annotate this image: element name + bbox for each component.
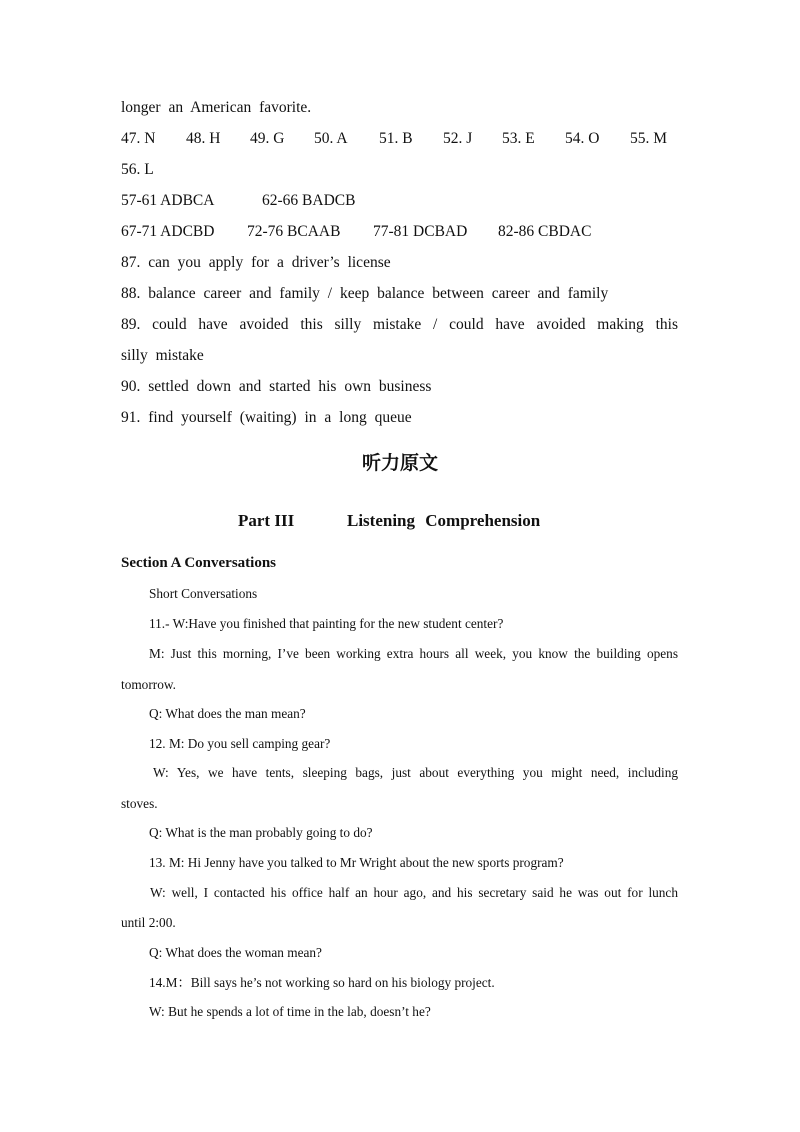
answer-number: 50. xyxy=(314,130,334,147)
transcript-line: W: well, I contacted his office half an hour ago, and his secretary said he was out for lunch xyxy=(150,885,678,900)
answer-group-57-61: 57-61 ADBCA xyxy=(121,192,215,209)
answer-54 xyxy=(565,129,599,149)
transcript-line: M: Just this morning, I’ve been working extra hours all week, you know the building opens xyxy=(149,646,678,661)
answer-group-62-66: 62-66 BADCB xyxy=(262,192,356,209)
answer-group-72-76: 72-76 BCAAB xyxy=(247,223,341,240)
answer-48 xyxy=(186,129,220,149)
answer-line-continuation: longer an American favorite. xyxy=(121,99,312,116)
transcript-heading: 听力原文 xyxy=(361,452,438,474)
answer-49 xyxy=(250,129,284,149)
answer-88: 88. balance career and family / keep balance between career and family xyxy=(121,285,609,302)
answer-letter: B xyxy=(402,130,413,147)
answer-letter: G xyxy=(273,130,285,147)
section-title: Section A Conversations xyxy=(121,555,277,571)
transcript-line: 12. M: Do you sell camping gear? xyxy=(149,736,331,751)
part-title: Listening Comprehension xyxy=(347,511,541,530)
transcript-line: stoves. xyxy=(121,796,158,811)
answer-number: 54. xyxy=(565,130,585,147)
part-label: Part III xyxy=(238,511,295,530)
answer-number: 55. xyxy=(630,130,650,147)
transcript-line: W: But he spends a lot of time in the lab, doesn’t he? xyxy=(149,1004,431,1019)
answer-letter: A xyxy=(336,130,348,147)
answer-letter: H xyxy=(209,130,221,147)
transcript-line: 13. M: Hi Jenny have you talked to Mr Wright about the new sports program? xyxy=(149,855,564,870)
answer-52 xyxy=(443,129,472,149)
answer-number: 48. xyxy=(186,130,206,147)
transcript-line: 11.- W:Have you finished that painting for the new student center? xyxy=(149,616,504,631)
transcript-line: Q: What is the man probably going to do? xyxy=(149,825,373,840)
answer-90: 90. settled down and started his own business xyxy=(121,378,432,395)
transcript-line: until 2:00. xyxy=(121,915,176,930)
answer-89-line1: 89. could have avoided this silly mistake / could have avoided making this xyxy=(121,316,678,333)
transcript-line: tomorrow. xyxy=(121,677,176,692)
answer-91: 91. find yourself (waiting) in a long queue xyxy=(121,409,412,426)
answer-47 xyxy=(121,129,155,149)
answer-letter: E xyxy=(525,130,535,147)
answer-number: 51. xyxy=(379,130,399,147)
answer-number: 53. xyxy=(502,130,522,147)
answer-number: 47. xyxy=(121,130,141,147)
answer-51 xyxy=(379,129,413,149)
subsection-title: Short Conversations xyxy=(149,586,258,601)
answer-letter: O xyxy=(588,130,600,147)
answer-53 xyxy=(502,129,535,149)
answer-87: 87. can you apply for a driver’s license xyxy=(121,254,391,271)
transcript-line: Q: What does the man mean? xyxy=(149,706,306,721)
answer-group-82-86: 82-86 CBDAC xyxy=(498,223,592,240)
answer-56: 56. L xyxy=(121,161,154,178)
answer-letter: J xyxy=(466,130,473,147)
answer-group-77-81: 77-81 DCBAD xyxy=(373,223,468,240)
answer-89-line2: silly mistake xyxy=(121,347,204,364)
answer-group-67-71: 67-71 ADCBD xyxy=(121,223,215,240)
answer-letter: M xyxy=(653,130,668,147)
transcript-line: W: Yes, we have tents, sleeping bags, just about everything you might need, including xyxy=(153,765,678,780)
transcript-line: 14.M：Bill says he’s not working so hard on his biology project. xyxy=(149,975,495,990)
answer-number: 49. xyxy=(250,130,270,147)
transcript-line: Q: What does the woman mean? xyxy=(149,945,322,960)
answer-50 xyxy=(314,129,348,149)
answer-letter: N xyxy=(144,130,156,147)
answer-55 xyxy=(630,129,667,149)
answer-number: 52. xyxy=(443,130,463,147)
